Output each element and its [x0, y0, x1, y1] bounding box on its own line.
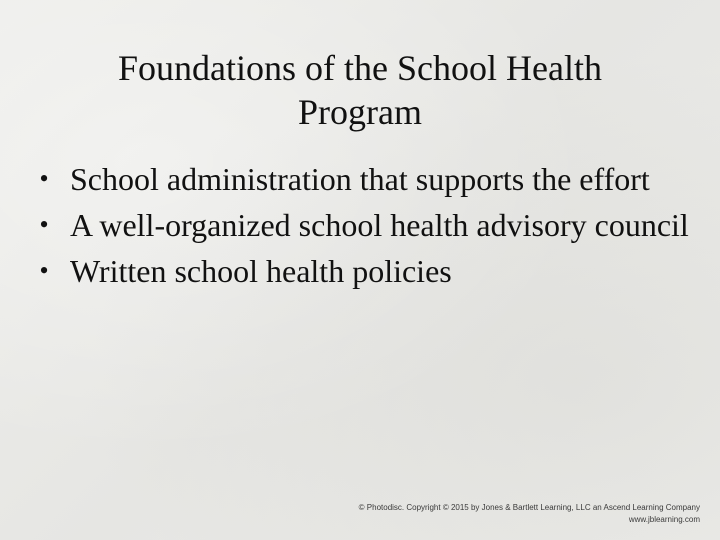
bullet-dot-icon: •: [39, 256, 49, 285]
copyright-footer: [359, 502, 700, 526]
bullet-text: Written school health policies: [70, 253, 452, 289]
slide-title: [40, 46, 680, 134]
slide-title-line-1: Foundations of the School Health: [118, 48, 602, 89]
copyright-text: © Photodisc. Copyright © 2015 by Jones & Bartlett Learning, LLC an Ascend Learning Company: [358, 503, 700, 512]
bullet-text: School administration that supports the effort: [70, 161, 650, 197]
bullet-dot-icon: •: [39, 164, 49, 193]
bullet-item: [32, 202, 692, 248]
slide-title-line-2: Program: [298, 92, 422, 133]
publisher-url: www.jblearning.com: [628, 515, 700, 524]
bullet-text: A well-organized school health advisory council: [70, 207, 689, 243]
bullet-item: [32, 156, 692, 202]
bullet-list: [32, 156, 692, 294]
bullet-item: [32, 248, 692, 294]
bullet-dot-icon: •: [39, 210, 49, 239]
